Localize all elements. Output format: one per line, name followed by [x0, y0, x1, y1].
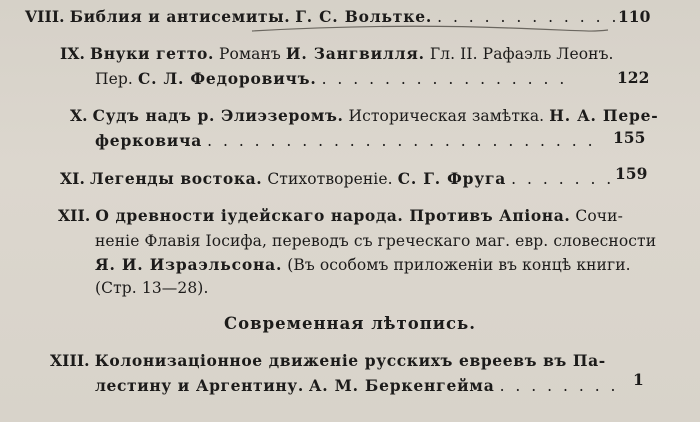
toc-entry-xii-line3: [95, 255, 631, 275]
entry-title: Библия и антисемиты.: [69, 7, 291, 26]
entry-number: XII.: [58, 206, 91, 225]
entry-title-cont: лестину и Аргентину.: [95, 376, 304, 395]
entry-number: X.: [70, 106, 88, 125]
entry-author: Н. А. Пере-: [549, 106, 659, 125]
toc-entry-xii[interactable]: [58, 206, 623, 226]
entry-number: XIII.: [50, 351, 90, 370]
toc-entry-ix-line2: [95, 69, 567, 89]
toc-entry-xii-line2: [95, 231, 656, 251]
leader-dots: . . . . . . . .: [499, 377, 619, 395]
entry-genre: Романъ: [219, 45, 281, 63]
entry-translator: С. Л. Федоровичъ.: [137, 69, 317, 88]
toc-entry-xiii-line2: [95, 376, 618, 396]
entry-author: И. Зангвилля.: [285, 44, 425, 63]
leader-dots: . . . . . . . . . . . . . . . .: [321, 70, 568, 88]
toc-entry-xii-line4: [95, 278, 208, 298]
entry-number: XI.: [60, 169, 85, 188]
toc-entry-x[interactable]: [70, 106, 659, 126]
entry-note: (Въ особомъ приложеніи въ концѣ книги.: [287, 256, 631, 274]
entry-pages-note: (Стр. 13—28).: [95, 279, 209, 297]
toc-entry-xiii[interactable]: [50, 351, 606, 371]
section-heading: Современная лѣтопись.: [223, 314, 477, 333]
entry-detail: Гл. II. Рафаэль Леонъ.: [429, 45, 614, 63]
leader-dots: . . . . . . .: [511, 170, 615, 188]
toc-entry-x-line2: [95, 131, 596, 151]
toc-entry-xi[interactable]: [60, 169, 614, 189]
page-number: 122: [617, 68, 650, 87]
toc-entry-viii[interactable]: [25, 7, 619, 27]
entry-title: Судъ надъ р. Элиэзеромъ.: [92, 106, 344, 125]
entry-translator-prefix: Пер.: [95, 70, 133, 88]
entry-genre: Сочи-: [575, 207, 623, 225]
page-number: 1: [633, 370, 644, 389]
entry-author: Г. С. Вольтке.: [295, 7, 433, 26]
entry-number: VIII.: [25, 7, 65, 26]
entry-translator: Я. И. Израэльсона.: [95, 255, 283, 274]
leader-dots: . . . . . . . . . . . .: [437, 8, 620, 26]
page-number: 155: [613, 128, 646, 147]
entry-author-cont: ферковича: [95, 131, 203, 150]
entry-number: IX.: [60, 44, 85, 63]
entry-title: Внуки гетто.: [90, 44, 214, 63]
entry-author: С. Г. Фруга: [397, 169, 507, 188]
entry-genre: Историческая замѣтка.: [348, 107, 545, 125]
entry-title: Легенды востока.: [90, 169, 263, 188]
page-number: 110: [618, 7, 651, 26]
leader-dots: . . . . . . . . . . . . . . . . . . . . . . . . .: [207, 132, 596, 150]
page-number: 159: [615, 164, 648, 183]
entry-author: А. М. Беркенгейма: [308, 376, 495, 395]
toc-entry-ix[interactable]: [60, 44, 614, 64]
entry-title: Колонизаціонное движеніе русскихъ евреевъ въ Па-: [94, 351, 606, 370]
entry-title: О древности іудейскаго народа. Противъ Апіона.: [95, 206, 571, 225]
entry-detail: неніе Флавія Іосифа, переводъ съ греческаго маг. евр. словесности: [95, 232, 657, 250]
entry-genre: Стихотвореніе.: [267, 170, 393, 188]
